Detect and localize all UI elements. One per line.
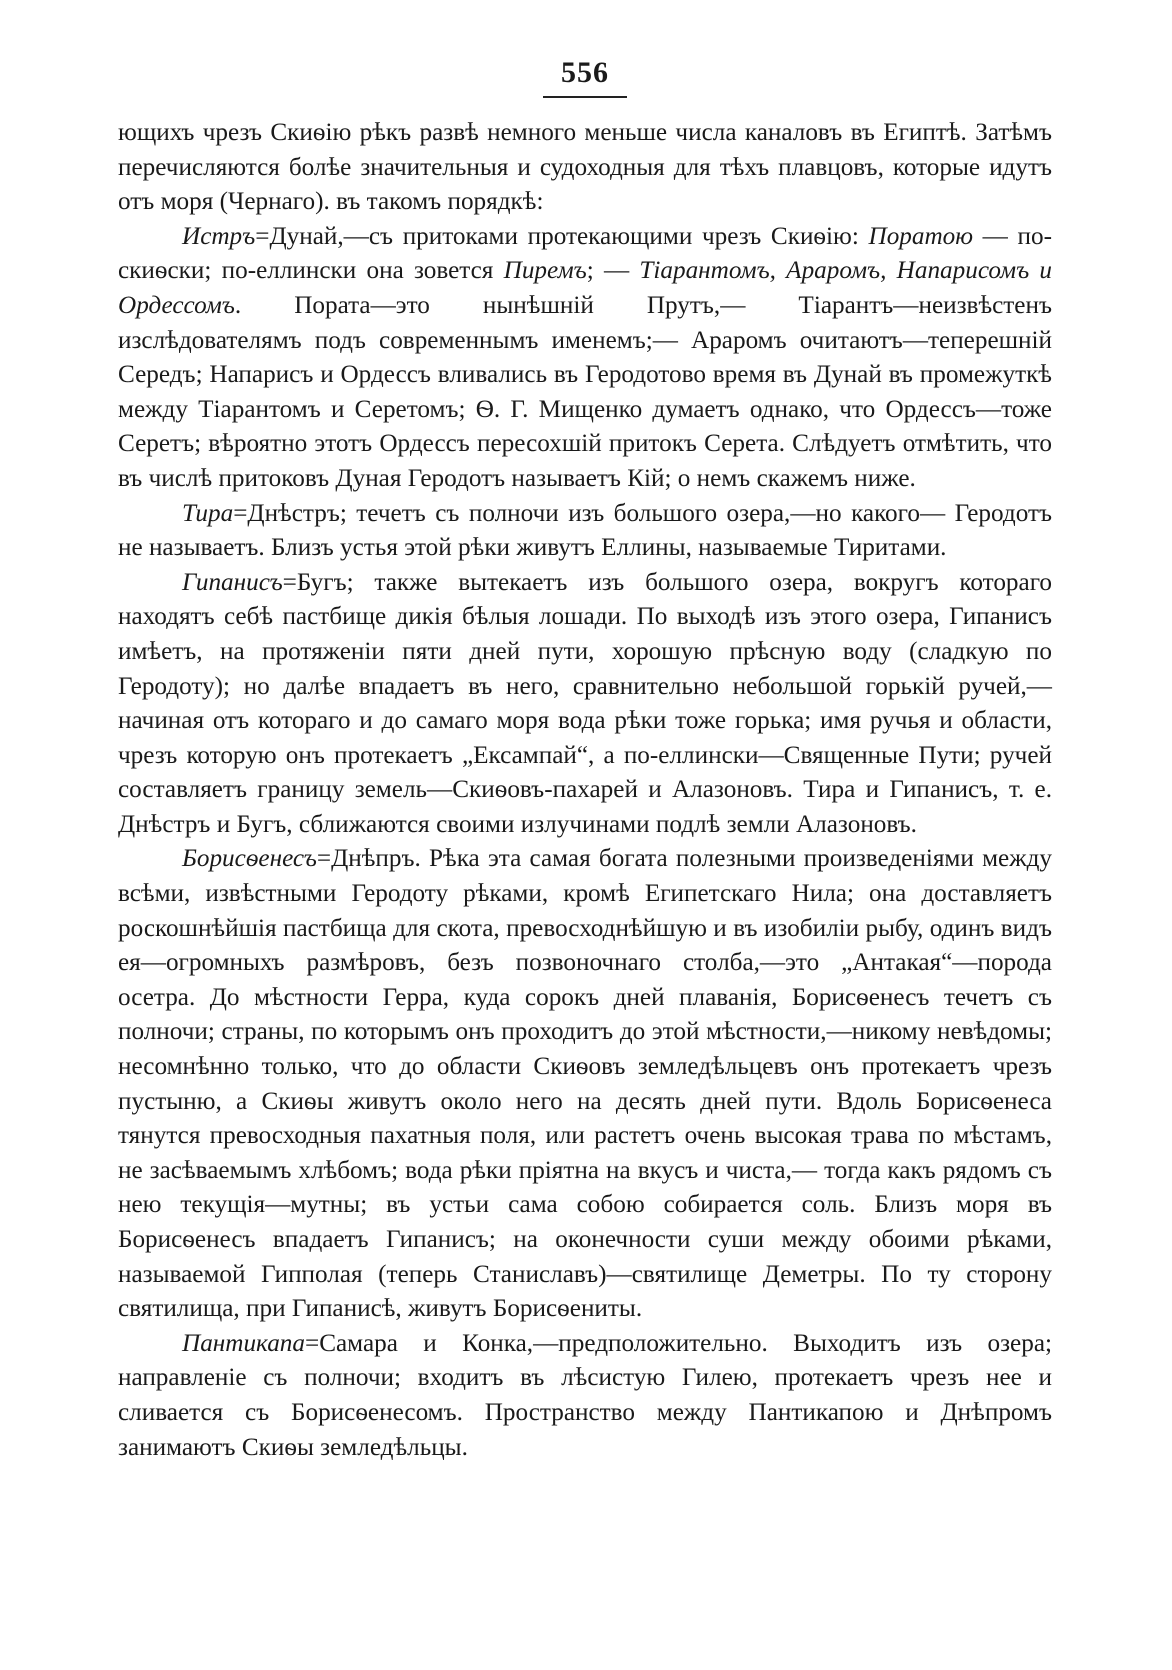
river-term: Истръ xyxy=(182,222,256,250)
paragraph xyxy=(118,220,1052,497)
paragraph xyxy=(118,497,1052,566)
river-term: Пантикапа xyxy=(182,1329,305,1357)
text-run: =Днѣпръ. Рѣка эта самая богата полезными произведеніями между всѣми, извѣстными Геродоту рѣками, кромѣ Египетскаго Нила; она доставляетъ роскошнѣйшія пастбища для скота, превосходнѣйшую и въ изобиліи рыбу, одинъ видъ ея—огромныхъ размѣровъ, безъ позвоночнаго столба,—это „Антакая“—порода осетра. До мѣстности Герра, куда сорокъ дней плаванія, Борисѳенесъ течетъ съ полночи; страны, по которымъ онъ проходитъ до этой мѣстности,—никому невѣдомы; несомнѣнно только, что до области Скиѳовъ земледѣльцевъ онъ протекаетъ чрезъ пустыню, а Скиѳы живутъ около него на десять дней пути. Вдоль Борисѳенеса тянутся превосходныя пахатныя поля, или растетъ очень высокая трава по мѣстамъ, не засѣваемымъ хлѣбомъ; вода рѣки пріятна на вкусъ и чиста,— тогда какъ рядомъ съ нею текущія—мутны; въ устьи сама собою собирается соль. Близъ моря въ Борисѳенесъ впадаетъ Гипанисъ; на оконечности суши между обоими рѣками, называемой Гипполая (теперь Станиславъ)—святилище Деметры. По ту сторону святилища, при Гипанисѣ, живутъ Борисѳениты. xyxy=(118,845,1052,1323)
paragraph xyxy=(118,116,1052,220)
river-term: Тира xyxy=(182,499,234,527)
book-page xyxy=(118,56,1052,1616)
paragraph xyxy=(118,566,1052,843)
paragraph xyxy=(118,842,1052,1326)
river-term: Поратою xyxy=(868,222,974,250)
text-run: =Днѣстръ; течетъ съ полночи изъ большого озера,—но какого— Геродотъ не называетъ. Близъ устья этой рѣки живутъ Еллины, называемые Тиритами. xyxy=(118,499,1052,562)
text-run: =Бугъ; также вытекаетъ изъ большого озера, вокругъ котораго находятъ себѣ пастбище дикія бѣлыя лошади. По выходѣ изъ этого озера, Гипанисъ имѣетъ, на протяженіи пяти дней пути, хорошую прѣсную воду (сладкую по Геродоту); но далѣе впадаетъ въ него, сравнительно небольшой горькій ручей,—начиная отъ котораго и до самаго моря вода рѣки тоже горька; имя ручья и области, чрезъ которую онъ протекаетъ „Ексампай“, а по-еллински—Священные Пути; ручей составляетъ границу земель—Скиѳовъ-пахарей и Алазоновъ. Тира и Гипанисъ, т. е. Днѣстръ и Бугъ, сближаются своими излучинами подлѣ земли Алазоновъ. xyxy=(118,568,1052,838)
text-run: =Самара и Конка,—предположительно. Выходитъ изъ озера; направленіе съ полночи; входитъ въ лѣсистую Гилею, протекаетъ чрезъ нее и сливается съ Борисѳенесомъ. Пространство между Пантикапою и Днѣпромъ занимаютъ Скиѳы земледѣльцы. xyxy=(118,1329,1052,1461)
text-run: . Пората—это нынѣшній Прутъ,— Тіарантъ—неизвѣстенъ изслѣдователямъ подъ современнымъ именемъ;— Араромъ очитаютъ—теперешній Середъ; Напарисъ и Ордессъ вливались въ Геродотово время въ Дунай въ промежуткѣ между Тіарантомъ и Серетомъ; Ѳ. Г. Мищенко думаетъ однако, что Ордессъ—тоже Серетъ; вѣроятно этотъ Ордессъ пересохшій притокъ Серета. Слѣдуетъ отмѣтить, что въ числѣ притоковъ Дуная Геродотъ называетъ Кій; о немъ скажемъ ниже. xyxy=(118,291,1052,492)
body-text xyxy=(118,116,1052,1465)
river-term: Борисѳенесъ xyxy=(182,845,317,873)
page-header xyxy=(118,56,1052,98)
river-term: Гипанисъ xyxy=(182,568,283,596)
page-number: 556 xyxy=(543,56,627,98)
text-run: ; — xyxy=(586,257,640,285)
paragraph xyxy=(118,1327,1052,1465)
text-run: ющихъ чрезъ Скиѳію рѣкъ развѣ немного меньше числа каналовъ въ Египтѣ. Затѣмъ перечисляются болѣе значительныя и судоходныя для тѣхъ плавцовъ, которые идутъ отъ моря (Чернаго). въ такомъ порядкѣ: xyxy=(118,119,1052,216)
text-run: — по-скиѳски; по-еллински она зовется xyxy=(118,222,1052,285)
river-term: Тіарантомъ, Араромъ, Напарисомъ и Ордессомъ xyxy=(118,257,1052,319)
text-run: =Дунай,—съ притоками протекающими чрезъ Скиѳію: xyxy=(255,222,869,250)
river-term: Пиремъ xyxy=(503,257,587,285)
